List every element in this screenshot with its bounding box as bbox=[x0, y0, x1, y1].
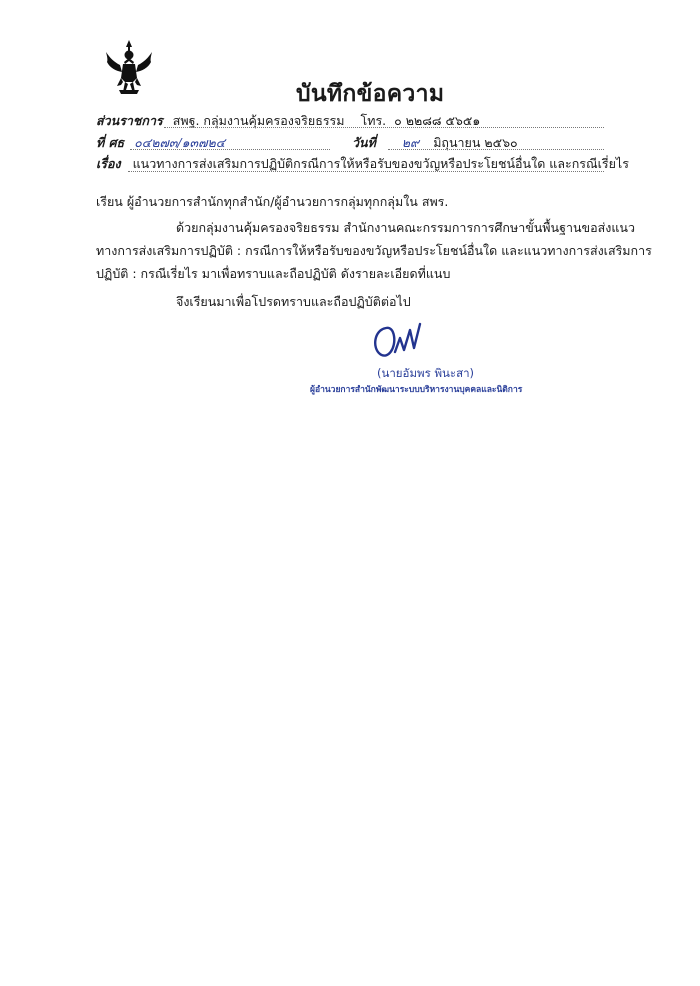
agency-value: สพฐ. กลุ่มงานคุ้มครองจริยธรรม bbox=[172, 113, 345, 128]
agency-label: ส่วนราชการ bbox=[96, 113, 163, 128]
subject-value: แนวทางการส่งเสริมการปฏิบัติกรณีการให้หรือรับของขวัญหรือประโยชน์อื่นใด และกรณีเรี่ยไร bbox=[132, 156, 629, 171]
phone-value: ๐ ๒๒๘๘ ๕๖๕๑ bbox=[394, 113, 481, 128]
handwritten-signature bbox=[368, 318, 428, 366]
ref-row bbox=[96, 133, 225, 153]
subject-dotted-line bbox=[128, 171, 604, 172]
ref-value: ๐๔๒๗๓/๑๓๗๒๔ bbox=[134, 135, 226, 150]
date-row bbox=[352, 133, 518, 153]
closing-line: จึงเรียนมาเพื่อโปรดทราบและถือปฏิบัติต่อไป bbox=[176, 294, 411, 309]
agency-row bbox=[96, 111, 480, 131]
paragraph-line-3: ปฏิบัติ : กรณีเรี่ยไร มาเพื่อทราบและถือปฏิบัติ ดังรายละเอียดที่แนบ bbox=[96, 266, 451, 281]
agency-dotted-line bbox=[164, 127, 604, 128]
document-title: บันทึกข้อความ bbox=[296, 81, 445, 107]
phone-label: โทร. bbox=[360, 113, 387, 128]
ref-label: ที่ ศธ bbox=[96, 135, 125, 150]
subject-label: เรื่อง bbox=[96, 156, 121, 171]
ref-dotted-line bbox=[130, 149, 330, 150]
date-label: วันที่ bbox=[352, 135, 376, 150]
signatory-name: (นายอัมพร พินะสา) bbox=[377, 366, 475, 380]
date-value: มิถุนายน ๒๕๖๐ bbox=[433, 135, 518, 150]
date-dotted-line bbox=[388, 149, 604, 150]
salutation: เรียน ผู้อำนวยการสำนักทุกสำนัก/ผู้อำนวยการกลุ่มทุกกลุ่มใน สพร. bbox=[96, 194, 449, 209]
signatory-position: ผู้อำนวยการสำนักพัฒนาระบบบริหารงานบุคคลและนิติการ bbox=[310, 385, 523, 395]
garuda-emblem-icon bbox=[104, 38, 154, 96]
paragraph-line-2: ทางการส่งเสริมการปฏิบัติ : กรณีการให้หรือรับของขวัญหรือประโยชน์อื่นใด และแนวทางการส่งเสริมการ bbox=[96, 243, 652, 258]
paragraph-line-1: ด้วยกลุ่มงานคุ้มครองจริยธรรม สำนักงานคณะกรรมการการศึกษาขั้นพื้นฐานขอส่งแนว bbox=[176, 220, 635, 235]
date-day: ๒๙ bbox=[401, 135, 420, 150]
